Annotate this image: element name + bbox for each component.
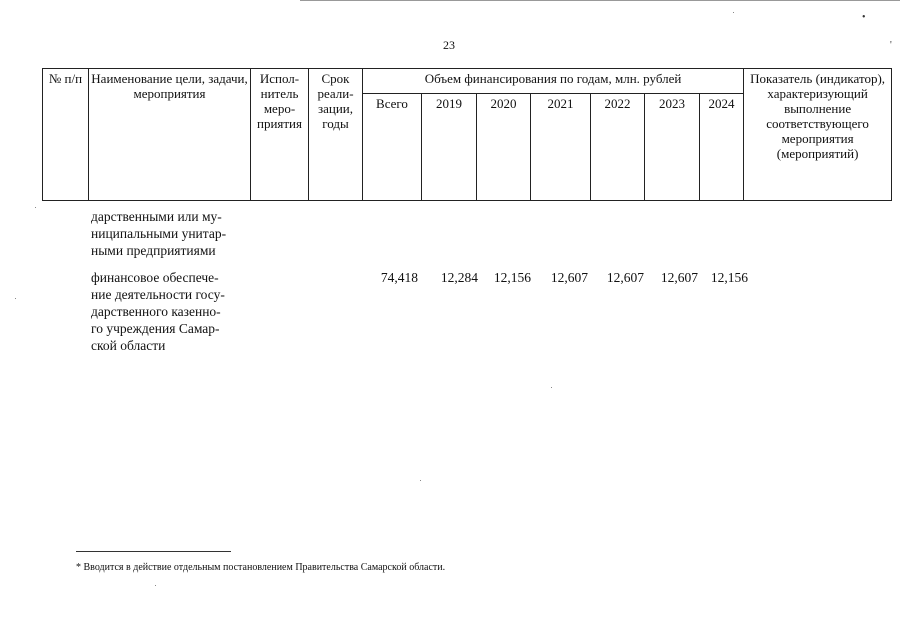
scan-speck bbox=[15, 298, 16, 299]
table-row bbox=[91, 269, 249, 354]
value-2020: 12,156 bbox=[493, 270, 531, 285]
row-text-line: финансовое обеспече- bbox=[91, 270, 219, 285]
footnote: * Вводится в действие отдельным постановлением Правительства Самарской области. bbox=[76, 562, 446, 573]
scan-edge-line bbox=[300, 0, 900, 1]
row-text-line: ской области bbox=[91, 338, 166, 353]
value-2022: 12,607 bbox=[606, 270, 644, 285]
row-text-line: го учреждения Самар- bbox=[91, 321, 220, 336]
value-2024: 12,156 bbox=[710, 270, 748, 285]
header-total: Всего bbox=[363, 94, 422, 201]
scan-speck bbox=[420, 480, 421, 481]
header-indicator: Показатель (индикатор), характеризующий выполнение соответствующего мероприятия (мероприятий) bbox=[744, 69, 892, 201]
row-text-line: дарственного казенно- bbox=[91, 304, 221, 319]
value-2021: 12,607 bbox=[550, 270, 588, 285]
row-text-line: дарственными или му- bbox=[91, 209, 222, 224]
financing-table bbox=[42, 68, 892, 201]
scan-speck bbox=[155, 585, 156, 586]
header-executor: Испол-нитель меро-приятия bbox=[251, 69, 309, 201]
scan-speck bbox=[35, 207, 36, 208]
page-number: 23 bbox=[443, 38, 455, 52]
header-term: Срок реали-зации, годы bbox=[309, 69, 363, 201]
row-text-line: ниципальными унитар- bbox=[91, 226, 227, 241]
scan-speck bbox=[733, 12, 734, 13]
row-text-line: ние деятельности госу- bbox=[91, 287, 225, 302]
value-total: 74,418 bbox=[380, 270, 418, 285]
header-num: № п/п bbox=[43, 69, 89, 201]
scan-mark: • bbox=[862, 12, 866, 23]
header-year: 2022 bbox=[591, 94, 645, 201]
row-text-line: ными предприятиями bbox=[91, 243, 216, 258]
header-year: 2024 bbox=[700, 94, 744, 201]
header-year: 2019 bbox=[422, 94, 477, 201]
scan-speck bbox=[551, 387, 552, 388]
header-year: 2020 bbox=[477, 94, 531, 201]
header-year: 2021 bbox=[531, 94, 591, 201]
header-year: 2023 bbox=[645, 94, 700, 201]
header-name: Наименование цели, задачи, мероприятия bbox=[89, 69, 251, 201]
value-2019: 12,284 bbox=[440, 270, 478, 285]
value-2023: 12,607 bbox=[660, 270, 698, 285]
table-row bbox=[91, 208, 249, 259]
footnote-rule bbox=[76, 551, 231, 552]
header-financing: Объем финансирования по годам, млн. рублей bbox=[363, 69, 744, 94]
scan-mark: ' bbox=[890, 40, 892, 51]
